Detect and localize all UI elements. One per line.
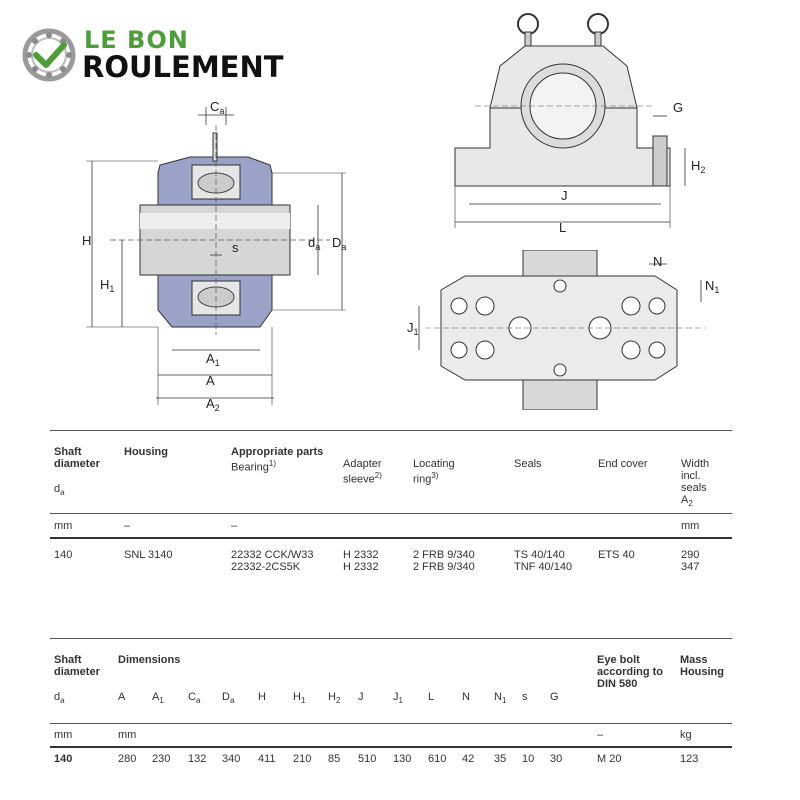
- t1-row-seals-1: TS 40/140: [514, 549, 565, 561]
- t1-header-width: Width incl. seals: [681, 458, 710, 494]
- svg-text:da: $d_a$: [308, 235, 321, 252]
- t2-value: 210: [293, 753, 312, 765]
- t1-header-seals: Seals: [514, 458, 542, 470]
- t2-value: 42: [462, 753, 475, 765]
- t2-value: 411: [258, 753, 276, 765]
- label-l: L: [559, 220, 567, 233]
- t1-header-shaft: Shaft diameter: [54, 446, 100, 470]
- t1-row-endcover: ETS 40: [598, 549, 635, 561]
- t2-col-header: $H_1$: [293, 691, 306, 706]
- t2-header-dimensions: Dimensions: [118, 654, 181, 666]
- t2-row-mass: 123: [680, 753, 699, 765]
- t2-col-header: s: [522, 691, 528, 703]
- brand-line1: LE BON: [84, 26, 189, 54]
- t2-col-header: $C_a$: [188, 691, 201, 706]
- t1-row-locating-2: 2 FRB 9/340: [413, 561, 475, 573]
- t2-col-header: G: [550, 691, 559, 703]
- svg-text:A1: $A_1$: [206, 351, 220, 368]
- t2-header-shaft: Shaft diameter: [54, 654, 100, 678]
- t2-value: 85: [328, 753, 341, 765]
- svg-text:H2: $H_2$: [691, 158, 706, 175]
- t1-row-width-2: 347: [681, 561, 700, 573]
- t2-value: 132: [188, 753, 207, 765]
- t2-value: 35: [494, 753, 507, 765]
- label-g: G: [673, 100, 684, 115]
- t2-value: 30: [550, 753, 563, 765]
- t2-header-shaft-sym: $d_a$: [54, 691, 65, 706]
- t2-col-header: $H_2$: [328, 691, 341, 706]
- label-h: H: [82, 233, 92, 248]
- t2-value: 130: [393, 753, 412, 765]
- t2-value: 610: [428, 753, 447, 765]
- t1-unit-parts: –: [231, 520, 238, 532]
- t2-header-eyebolt: Eye bolt according to DIN 580: [597, 654, 664, 690]
- front-view-drawing: [445, 8, 725, 233]
- svg-text:J1: $J_1$: [407, 320, 419, 337]
- section-view-drawing: [80, 95, 360, 415]
- t2-row-shaft: 140: [54, 753, 73, 765]
- t2-row-eyebolt: M 20: [597, 753, 622, 765]
- top-view-drawing: [405, 250, 725, 410]
- label-n: N: [653, 254, 663, 269]
- t2-value: 280: [118, 753, 137, 765]
- label-j: J: [561, 188, 568, 203]
- svg-text:H1: $H_1$: [100, 277, 115, 294]
- label-h1: H: [100, 277, 110, 292]
- t1-header-shaft-sym: $d_a$: [54, 483, 65, 498]
- table2-unit-rule: [50, 746, 732, 748]
- t2-col-header: N: [462, 691, 470, 703]
- brand-logo: [22, 26, 302, 88]
- t1-header-housing: Housing: [124, 446, 168, 458]
- t2-header-mass: Mass Housing: [680, 654, 724, 678]
- t1-row-width-1: 290: [681, 549, 700, 561]
- t2-col-header: H: [258, 691, 266, 703]
- t1-header-endcover: End cover: [598, 458, 648, 470]
- t2-value: 10: [522, 753, 535, 765]
- label-a1: A: [206, 351, 215, 366]
- t2-value: 510: [358, 753, 377, 765]
- t1-row-locating-1: 2 FRB 9/340: [413, 549, 475, 561]
- t2-col-header: L: [428, 691, 435, 703]
- t2-value: 340: [222, 753, 241, 765]
- table1-mid-rule: [50, 513, 732, 514]
- label-h2: H: [691, 158, 701, 173]
- label-a2: A: [206, 396, 215, 411]
- t1-row-adapter-1: H 2332: [343, 549, 379, 561]
- t1-row-housing: SNL 3140: [124, 549, 173, 561]
- t1-unit-width: mm: [681, 520, 700, 532]
- label-s: s: [232, 240, 239, 255]
- t1-header-bearing: Bearing$^{1)}$: [231, 459, 277, 474]
- table2-mid-rule: [50, 723, 732, 724]
- t1-header-parts: Appropriate parts: [231, 446, 324, 458]
- t2-unit-mass: kg: [680, 729, 692, 741]
- t2-col-header: $J_1$: [393, 691, 403, 706]
- t1-row-shaft: 140: [54, 549, 73, 561]
- brand-line2: ROULEMENT: [82, 50, 284, 84]
- t1-unit-shaft: mm: [54, 520, 73, 532]
- label-a: A: [206, 373, 215, 388]
- t1-row-adapter-2: H 2332: [343, 561, 379, 573]
- svg-text:N1: $N_1$: [705, 278, 720, 295]
- t2-col-header: $N_1$: [494, 691, 507, 706]
- t2-col-header: $D_a$: [222, 691, 235, 706]
- t2-unit-eyebolt: –: [597, 729, 604, 741]
- table2-top-rule: [50, 638, 732, 639]
- t2-unit-shaft: mm: [54, 729, 73, 741]
- t2-unit-dimensions: mm: [118, 729, 137, 741]
- table1-top-rule: [50, 430, 732, 431]
- t1-row-bearing-2: 22332-2CS5K: [231, 561, 301, 573]
- svg-text:A2: $A_2$: [206, 396, 220, 413]
- t2-value: 230: [152, 753, 171, 765]
- t1-row-bearing-1: 22332 CCK/W33: [231, 549, 314, 561]
- label-j1: J: [407, 320, 414, 335]
- label-da: d: [308, 235, 316, 250]
- bearing-check-icon: [22, 28, 76, 82]
- t2-col-header: J: [358, 691, 364, 703]
- t1-header-width-sym: $A_2$: [681, 494, 693, 509]
- label-n1: N: [705, 278, 715, 293]
- svg-text:Ca: $C_a$: [210, 99, 225, 116]
- svg-text:Da: $D_a$: [332, 235, 347, 252]
- label-Da: D: [332, 235, 342, 250]
- t1-unit-housing: –: [124, 520, 131, 532]
- t1-row-seals-2: TNF 40/140: [514, 561, 573, 573]
- label-ca: C: [210, 99, 220, 114]
- t2-col-header: A: [118, 691, 126, 703]
- t1-header-locating: Locating ring$^{3)}$: [413, 458, 455, 486]
- t1-header-adapter: Adapter sleeve$^{2)}$: [343, 458, 382, 486]
- table1-unit-rule: [50, 537, 732, 539]
- t2-col-header: $A_1$: [152, 691, 164, 706]
